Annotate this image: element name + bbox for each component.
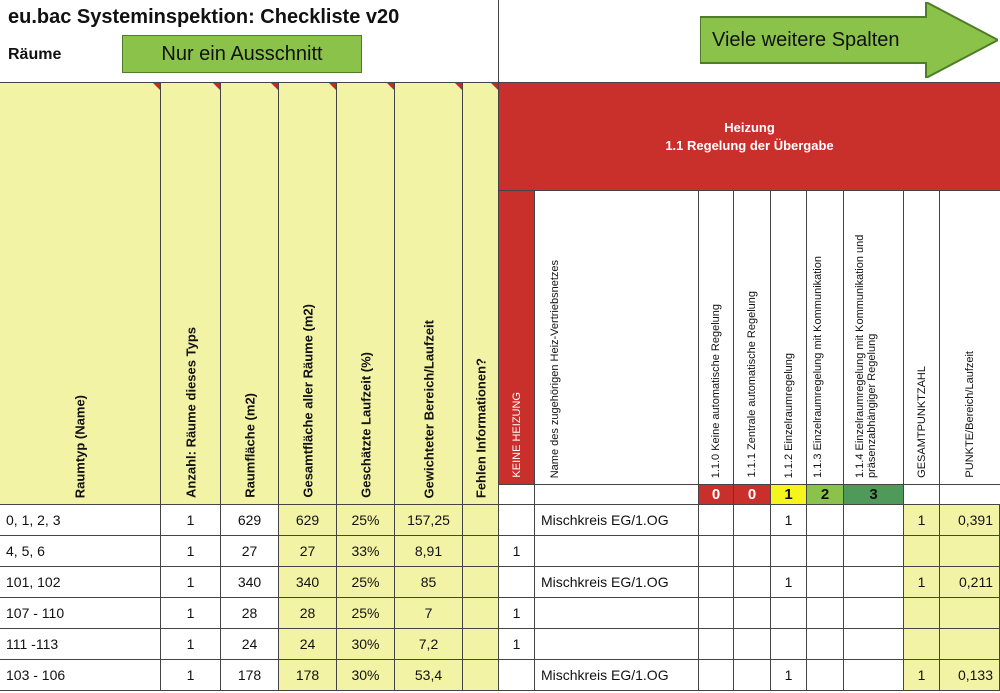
cell-raumtyp[interactable]: 103 - 106 (0, 660, 161, 691)
cell-raumtyp[interactable]: 101, 102 (0, 567, 161, 598)
cell-punkte[interactable]: 0,211 (940, 567, 1000, 598)
header-label: Raumtyp (Name) (72, 394, 88, 498)
cell-punktzahl[interactable] (904, 536, 940, 567)
cell-netz[interactable] (535, 629, 699, 660)
header-option-110[interactable] (699, 191, 734, 485)
cell-anzahl[interactable]: 1 (161, 536, 221, 567)
cell-gesamt[interactable]: 629 (279, 505, 337, 536)
cell-o4[interactable] (844, 567, 904, 598)
cell-anzahl[interactable]: 1 (161, 629, 221, 660)
header-label: Gesamtfläche aller Räume (m2) (300, 304, 315, 498)
cell-laufzeit[interactable]: 25% (337, 598, 395, 629)
header-label: 1.1.2 Einzelraumregelung (782, 352, 795, 478)
cell-o1[interactable] (734, 505, 771, 536)
cell-raumtyp[interactable]: 107 - 110 (0, 598, 161, 629)
cell-flaeche[interactable]: 24 (221, 629, 279, 660)
cell-keine[interactable] (499, 567, 535, 598)
cell-netz[interactable]: Mischkreis EG/1.OG (535, 505, 699, 536)
header-raumflaeche[interactable] (221, 83, 279, 505)
cell-gesamt[interactable]: 24 (279, 629, 337, 660)
header-label: 1.1.1 Zentrale automatische Regelung (746, 291, 758, 478)
cell-keine[interactable]: 1 (499, 598, 535, 629)
cell-gewichtet[interactable]: 8,91 (395, 536, 463, 567)
cell-o4[interactable] (844, 660, 904, 691)
cell-o1[interactable] (734, 660, 771, 691)
header-option-111[interactable] (734, 191, 771, 485)
header-label: Anzahl: Räume dieses Typs (183, 327, 198, 498)
header-raumtyp[interactable] (0, 83, 161, 505)
cell-flaeche[interactable]: 629 (221, 505, 279, 536)
cell-keine[interactable]: 1 (499, 629, 535, 660)
header-label: Name des zugehörigen Heiz-Vertriebsnetzes (549, 259, 561, 478)
cell-o2[interactable]: 1 (771, 567, 807, 598)
heizung-title: Heizung (724, 119, 775, 135)
cell-fehlen[interactable] (463, 505, 499, 536)
points-blank (535, 485, 699, 505)
cell-o1[interactable] (734, 567, 771, 598)
points-option-114: 3 (844, 485, 904, 505)
header-label: PUNKTE/Bereich/Laufzeit (964, 351, 976, 478)
cell-o0[interactable] (699, 629, 734, 660)
callout-excerpt: Nur ein Ausschnitt (122, 35, 362, 73)
cell-flaeche[interactable]: 28 (221, 598, 279, 629)
cell-laufzeit[interactable]: 25% (337, 505, 395, 536)
cell-laufzeit[interactable]: 30% (337, 660, 395, 691)
cell-o0[interactable] (699, 567, 734, 598)
sheet-subtitle: Räume (8, 46, 62, 63)
cell-fehlen[interactable] (463, 536, 499, 567)
cell-netz[interactable] (535, 598, 699, 629)
cell-punkte[interactable]: 0,133 (940, 660, 1000, 691)
cell-o2[interactable]: 1 (771, 505, 807, 536)
header-option-113[interactable] (807, 191, 844, 485)
header-label: Geschätzte Laufzeit (%) (358, 352, 373, 498)
cell-gewichtet[interactable]: 7 (395, 598, 463, 629)
points-blank (499, 485, 535, 505)
cell-punktzahl[interactable]: 1 (904, 505, 940, 536)
points-option-112: 1 (771, 485, 807, 505)
cell-keine[interactable]: 1 (499, 536, 535, 567)
cell-laufzeit[interactable]: 33% (337, 536, 395, 567)
cell-netz[interactable]: Mischkreis EG/1.OG (535, 567, 699, 598)
cell-gewichtet[interactable]: 7,2 (395, 629, 463, 660)
header-gewichtet[interactable] (395, 83, 463, 505)
cell-raumtyp[interactable]: 111 -113 (0, 629, 161, 660)
sheet-title: eu.bac Systeminspektion: Checkliste v20 (8, 6, 400, 28)
cell-o4[interactable] (844, 629, 904, 660)
cell-o3[interactable] (807, 598, 844, 629)
header-punkte[interactable] (940, 191, 1000, 485)
cell-laufzeit[interactable]: 30% (337, 629, 395, 660)
cell-punkte[interactable] (940, 598, 1000, 629)
cell-punktzahl[interactable] (904, 598, 940, 629)
points-blank (904, 485, 940, 505)
cell-raumtyp[interactable]: 4, 5, 6 (0, 536, 161, 567)
cell-o4[interactable] (844, 536, 904, 567)
cell-flaeche[interactable]: 340 (221, 567, 279, 598)
heizung-header (499, 83, 1000, 191)
cell-o2[interactable]: 1 (771, 660, 807, 691)
header-keine-heizung[interactable] (499, 191, 535, 485)
cell-o0[interactable] (699, 505, 734, 536)
cell-o0[interactable] (699, 660, 734, 691)
cell-netz[interactable]: Mischkreis EG/1.OG (535, 660, 699, 691)
cell-fehlen[interactable] (463, 629, 499, 660)
cell-anzahl[interactable]: 1 (161, 660, 221, 691)
header-label: Fehlen Informationen? (473, 357, 488, 498)
cell-punkte[interactable]: 0,391 (940, 505, 1000, 536)
points-blank (940, 485, 1000, 505)
header-anzahl[interactable] (161, 83, 221, 505)
cell-o4[interactable] (844, 505, 904, 536)
header-netz[interactable] (535, 191, 699, 485)
header-fehlen[interactable] (463, 83, 499, 505)
cell-o4[interactable] (844, 598, 904, 629)
cell-gesamt[interactable]: 28 (279, 598, 337, 629)
cell-o3[interactable] (807, 505, 844, 536)
cell-o1[interactable] (734, 629, 771, 660)
cell-o2[interactable] (771, 598, 807, 629)
cell-o2[interactable] (771, 536, 807, 567)
header-option-114[interactable] (844, 191, 904, 485)
cell-keine[interactable] (499, 660, 535, 691)
cell-fehlen[interactable] (463, 567, 499, 598)
cell-laufzeit[interactable]: 25% (337, 567, 395, 598)
cell-o3[interactable] (807, 629, 844, 660)
cell-gewichtet[interactable]: 53,4 (395, 660, 463, 691)
cell-punktzahl[interactable]: 1 (904, 567, 940, 598)
header-label: Gewichteter Bereich/Laufzeit (421, 319, 436, 498)
cell-raumtyp[interactable]: 0, 1, 2, 3 (0, 505, 161, 536)
heizung-subtitle: 1.1 Regelung der Übergabe (665, 137, 834, 153)
cell-gesamt[interactable]: 340 (279, 567, 337, 598)
cell-fehlen[interactable] (463, 598, 499, 629)
points-option-111: 0 (734, 485, 771, 505)
header-label: 1.1.0 Keine automatische Regelung (710, 303, 722, 478)
cell-o1[interactable] (734, 598, 771, 629)
cell-o3[interactable] (807, 567, 844, 598)
header-label: Raumfläche (m2) (242, 393, 257, 498)
cell-fehlen[interactable] (463, 660, 499, 691)
cell-gewichtet[interactable]: 85 (395, 567, 463, 598)
arrow-right-icon (700, 2, 998, 78)
cell-o0[interactable] (699, 598, 734, 629)
header-label: KEINE HEIZUNG (510, 392, 523, 478)
cell-o1[interactable] (734, 536, 771, 567)
cell-gesamt[interactable]: 178 (279, 660, 337, 691)
cell-gesamt[interactable]: 27 (279, 536, 337, 567)
cell-netz[interactable] (535, 536, 699, 567)
cell-o3[interactable] (807, 536, 844, 567)
points-option-113: 2 (807, 485, 844, 505)
points-option-110: 0 (699, 485, 734, 505)
cell-anzahl[interactable]: 1 (161, 598, 221, 629)
header-option-112[interactable] (771, 191, 807, 485)
header-gesamtflaeche[interactable] (279, 83, 337, 505)
cell-gewichtet[interactable]: 157,25 (395, 505, 463, 536)
cell-flaeche[interactable]: 27 (221, 536, 279, 567)
cell-anzahl[interactable]: 1 (161, 505, 221, 536)
cell-keine[interactable] (499, 505, 535, 536)
cell-flaeche[interactable]: 178 (221, 660, 279, 691)
cell-anzahl[interactable]: 1 (161, 567, 221, 598)
header-laufzeit[interactable] (337, 83, 395, 505)
cell-o0[interactable] (699, 536, 734, 567)
header-label: GESAMTPUNKTZAHL (915, 366, 928, 478)
cell-punktzahl[interactable] (904, 629, 940, 660)
cell-o3[interactable] (807, 660, 844, 691)
header-gesamtpunktzahl[interactable] (904, 191, 940, 485)
cell-punkte[interactable] (940, 629, 1000, 660)
callout-more-columns: Viele weitere Spalten (712, 28, 900, 51)
cell-punkte[interactable] (940, 536, 1000, 567)
header-label: 1.1.4 Einzelraumregelung mit Kommunikation und präsenzabhängiger Regelung (853, 234, 878, 478)
cell-o2[interactable] (771, 629, 807, 660)
cell-punktzahl[interactable]: 1 (904, 660, 940, 691)
header-label: 1.1.3 Einzelraumregelung mit Kommunikation (812, 256, 824, 478)
